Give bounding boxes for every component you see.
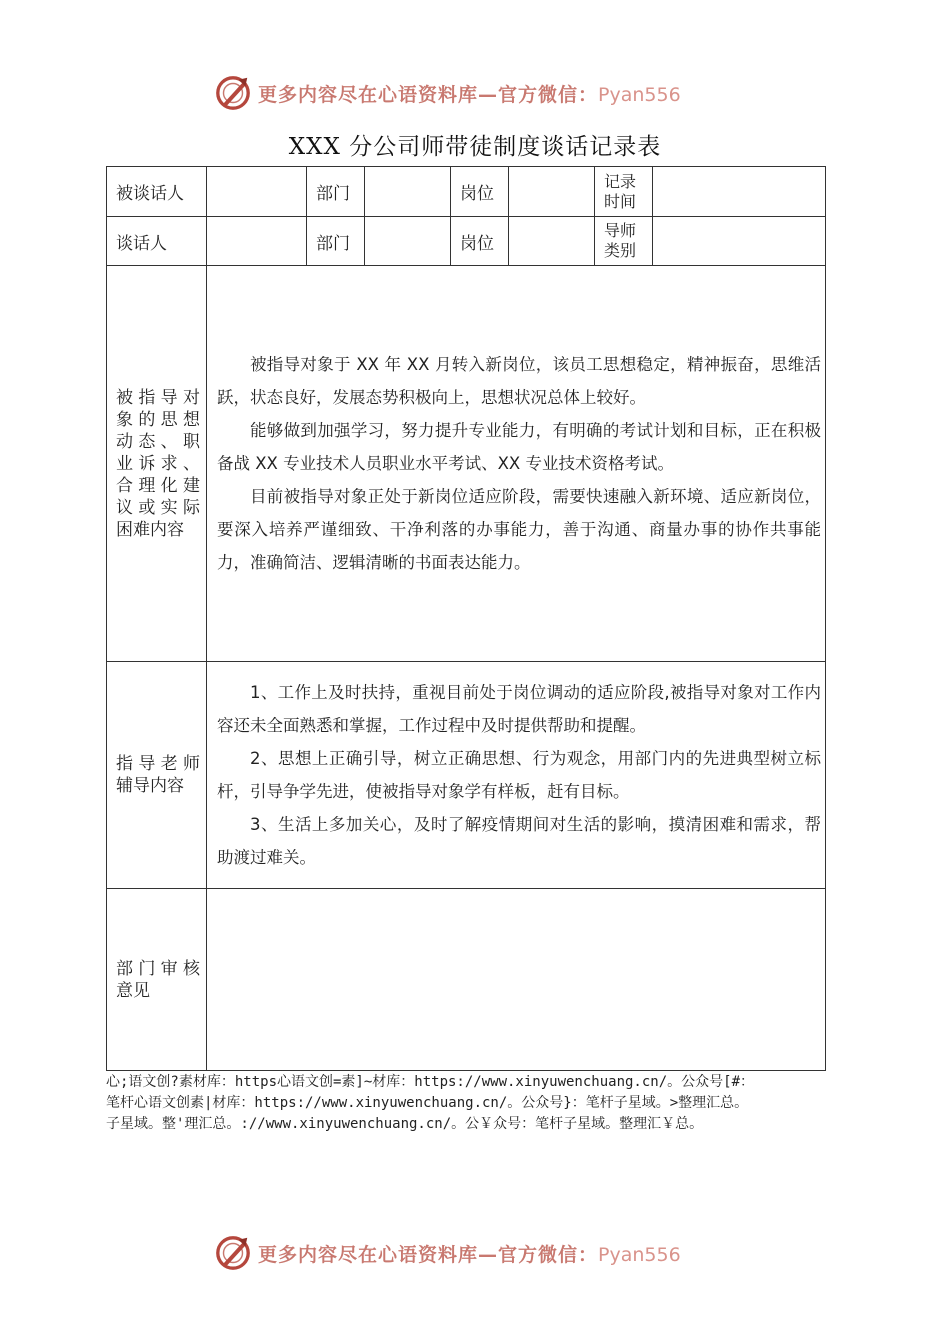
dept-review-label: 部门审核意见 (107, 889, 207, 1071)
interviewee-value[interactable] (207, 167, 307, 217)
mentor-guidance-content[interactable] (207, 662, 826, 889)
mentee-status-content[interactable] (207, 266, 826, 662)
header-banner (214, 73, 681, 113)
dept-label: 部门 (307, 167, 365, 217)
post-label: 岗位 (451, 217, 509, 266)
dept-label: 部门 (307, 217, 365, 266)
pen-logo-icon (214, 1234, 252, 1272)
dept-value[interactable] (365, 167, 451, 217)
mentor-type-label: 导师 类别 (595, 217, 653, 266)
table-row (107, 662, 826, 889)
post-value[interactable] (509, 217, 595, 266)
interviewer-label: 谈话人 (107, 217, 207, 266)
interviewee-label: 被谈话人 (107, 167, 207, 217)
paragraph: 目前被指导对象正处于新岗位适应阶段，需要快速融入新环境、适应新岗位，要深入培养严谨细致、干净利落的办事能力，善于沟通、商量办事的协作共事能力，准确简洁、逻辑清晰的书面表达能力。 (217, 487, 821, 572)
page-title: XXX 分公司师带徒制度谈话记录表 (288, 134, 662, 160)
paragraph: 1、工作上及时扶持，重视目前处于岗位调动的适应阶段,被指导对象对工作内容还未全面熟悉和掌握，工作过程中及时提供帮助和提醒。 (217, 683, 821, 735)
paragraph: 3、生活上多加关心，及时了解疫情期间对生活的影响，摸清困难和需求，帮助渡过难关。 (217, 815, 821, 867)
pen-logo-icon (214, 74, 252, 112)
table-row (107, 217, 826, 266)
record-form-table (106, 166, 826, 1071)
banner-text: 更多内容尽在心语资料库—官方微信：Pyan556 (258, 83, 681, 106)
dept-review-content[interactable] (207, 889, 826, 1071)
post-label: 岗位 (451, 167, 509, 217)
table-row (107, 167, 826, 217)
post-value[interactable] (509, 167, 595, 217)
table-row (107, 889, 826, 1071)
record-time-value[interactable] (653, 167, 826, 217)
interviewer-value[interactable] (207, 217, 307, 266)
paragraph: 能够做到加强学习，努力提升专业能力，有明确的考试计划和目标，正在积极备战 XX 专业技术人员职业水平考试、XX 专业技术资格考试。 (217, 421, 821, 473)
record-time-label: 记录 时间 (595, 167, 653, 217)
footer-banner (214, 1233, 681, 1273)
paragraph: 被指导对象于 XX 年 XX 月转入新岗位，该员工思想稳定，精神振奋，思维活跃，状态良好，发展态势积极向上，思想状况总体上较好。 (217, 355, 821, 407)
table-row (107, 266, 826, 662)
dept-value[interactable] (365, 217, 451, 266)
mentee-status-label: 被指导对象的思想动态、职业诉求、合理化建议或实际困难内容 (107, 266, 207, 662)
mentor-guidance-label: 指导老师辅导内容 (107, 662, 207, 889)
banner-text: 更多内容尽在心语资料库—官方微信：Pyan556 (258, 1243, 681, 1266)
paragraph: 2、思想上正确引导，树立正确思想、行为观念，用部门内的先进典型树立标杆，引导争学先进，使被指导对象学有样板，赶有目标。 (217, 749, 821, 801)
footer-watermark-text: 心;语文创?素材库：https心语文创=素]~材库：https://www.xinyuwenchuang.cn/。公众号[#： 笔杆心语文创素|材库：https://www.xinyuwenchuang.cn/。公众号}：笔杆子星域。>整理汇总。 子星域。整'理汇总。://www.xinyuwenchuang.cn/。公￥众号：笔杆子星域。整理汇￥总。 (106, 1074, 755, 1132)
mentor-type-value[interactable] (653, 217, 826, 266)
